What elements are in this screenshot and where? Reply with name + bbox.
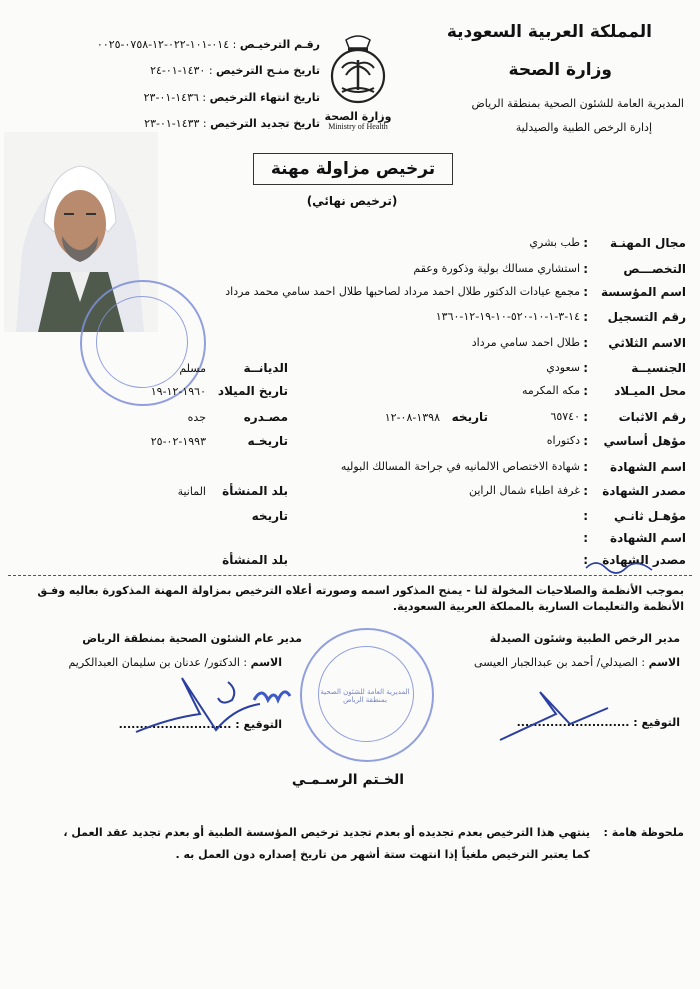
second-qual-label: مؤهـل ثانـي [613,509,686,523]
field-cert-source [6,484,686,502]
cert-source-label: مصدر الشهادة [602,484,686,498]
institution-value: مجمع عيادات الدكتور طلال احمد مرداد لصاحبها طلال احمد سامي محمد مرداد [225,285,580,298]
specialty-label: التخصـــص [623,262,686,276]
registration-label: رقم التسجيل [607,310,686,324]
basic-qual-date-value: ١٩٩٣-٠٢-٢٥ [150,435,206,448]
kingdom-title: المملكة العربية السعودية [446,22,652,42]
statement-line-2: الأنظمة والتعليمات السارية بالمملكة العربية السعودية. [392,600,684,613]
specialty-value: استشاري مسالك بولية وذكورة وعقم [413,262,580,275]
separator: : [583,434,588,448]
license-number-label: رقـم الترخيـص [239,38,320,51]
scribble-icon [584,556,654,576]
statement-line-1: بموجب الأنظمة والصلاحيات المخولة لنا - يمنح المذكور اسمه وصورته أعلاه الترخيص بمزاولة المهنة المذكورة بعاليه وفـق [37,584,684,597]
separator: : [583,310,588,324]
separator: : [583,484,588,498]
nationality-value: سعودي [546,361,580,374]
profession-label: مجال المهنـة [609,236,686,250]
note-line-2: كما يعتبر الترخيص ملغياً إذا انتهت ستة أشهر من تاريخ إصداره دون العمل به . [175,848,590,861]
logo-english: Ministry of Health [328,122,388,131]
field-institution [6,285,686,303]
left-signature-icon [130,668,270,748]
cert-country-value: المانية [177,485,206,498]
license-meta [20,38,320,134]
religion-value: مسلم [179,362,206,375]
palm-swords-icon [318,30,398,108]
id-date-label: تاريخه [451,410,488,424]
separator: : [583,384,588,398]
expiry-date-row: تاريخ انتهاء الترخيص : ١٤٣٦-٠١-٢٣ [143,91,320,104]
renewal-date-label: تاريخ تجديد الترخيص [210,117,320,130]
separator: : [583,531,588,545]
cert-source-value: غرفة اطباء شمال الراين [468,484,580,497]
second-cert-country-label: بلد المنشأة [222,553,288,567]
renewal-date-row: تاريخ تجديد الترخيص : ١٤٣٣-٠١-٢٣ [144,117,320,130]
separator: : [583,460,588,474]
separator: : [583,262,588,276]
full-name-label: الاسم الثلاثي [608,336,686,350]
id-source-label: مصـدره [243,410,288,424]
left-sign-row: التوقيع : ........................... [118,718,282,731]
basic-qual-value: دكتوراه [546,434,580,447]
separator: : [583,285,588,299]
stamp-official [300,628,434,762]
right-signatory-title: مدير الرخص الطبية وشئون الصيدلة [489,632,680,645]
license-number-value: ٠١٤-١٠١-٠٢٢-١٢-٠٧٥٨-٠٠٢٥ [96,38,230,51]
left-sign-label: التوقيع [243,718,282,731]
note-line-1: ينتهي هذا الترخيص بعدم تجديده أو بعدم تجديد ترخيص المؤسسة الطبية أو بعدم تجديد عقد العمل ، [63,826,590,839]
right-signatory-name-row: الاسم : الصيدلي/ أحمد بن عبدالجبار العيسى [474,656,680,669]
directorate-text: المديرية العامة للشئون الصحية بمنطقة الرياض [471,97,684,110]
full-name-value: طلال احمد سامي مرداد [471,336,580,349]
right-signatory-name: الصيدلي/ أحمد بن عبدالجبار العيسى [474,656,638,669]
expiry-date-value: ١٤٣٦-٠١-٢٣ [143,91,199,104]
nationality-label: الجنسيــة [631,361,686,375]
field-id-number [6,410,686,428]
birthplace-value: مكه المكرمه [521,384,580,397]
cert-name-label: اسم الشهادة [609,460,686,474]
field-cert-name [6,460,686,478]
id-date-value: ١٣٩٨-٠٨-١٢ [384,411,440,424]
field-profession [6,236,686,254]
second-cert-source-label: مصدر الشهادة [602,553,686,567]
field-birthplace [6,384,686,402]
field-registration [6,310,686,328]
official-seal-title: الخـتم الرسـمـي [291,772,405,788]
separator: : [583,336,588,350]
id-number-label: رقم الاثبات [618,410,686,424]
cert-name-value: شهادة الاختصاص الالمانيه في جراحة المسالك البوليه [340,460,580,473]
registration-value: ١٤-٣-١-١٠-٥٢٠-١٠-١٩-١٢-١٣٦٠ [435,310,580,323]
logo-arabic: وزارة الصحة [324,110,392,123]
right-name-label: الاسم [648,656,680,669]
second-cert-name-label: اسم الشهادة [609,531,686,545]
field-second-cert-name [6,531,686,549]
birthdate-label: تاريخ الميلاد [217,384,288,398]
stamp-official-text: المديرية العامة للشئون الصحية بمنطقة الرياض [320,688,410,704]
renewal-date-value: ١٤٣٣-٠١-٢٣ [144,117,200,130]
institution-label: اسم المؤسسة [601,285,686,299]
separator: : [583,553,588,567]
separator: : [583,410,588,424]
basic-qual-date-label: تاريخـه [247,434,288,448]
expiry-date-label: تاريخ انتهاء الترخيص [209,91,320,104]
left-signatory-name: الدكتور/ عدنان بن سليمان العبدالكريم [68,656,240,669]
second-qual-date-label: تاريخه [251,509,288,523]
birthplace-label: محل الميـلاد [614,384,686,398]
license-number-row: رقـم الترخيـص : ٠١٤-١٠١-٠٢٢-١٢-٠٧٥٨-٠٠٢٥ [96,38,320,51]
initials-stamp-icon [250,682,294,706]
grant-date-row: تاريخ منـح الترخيص : ١٤٣٠-٠١-٢٤ [150,64,320,77]
separator: : [583,236,588,250]
note-label-row: ملحوظة هامة : [603,826,684,839]
license-title: ترخيص مزاولة مهنة [253,153,453,185]
license-subtitle: (ترخيص نهائي) [306,194,398,208]
grant-date-label: تاريخ منـح الترخيص [216,64,320,77]
right-signature-icon [496,684,616,754]
field-second-qual [6,509,686,527]
profession-value: طب بشري [529,236,580,249]
left-signatory-name-row: الاسم : الدكتور/ عدنان بن سليمان العبدالكريم [68,656,282,669]
separator: : [583,509,588,523]
ministry-title: وزارة الصحة [508,60,612,80]
left-signatory-title: مدير عام الشئون الصحية بمنطقة الرياض [82,632,302,645]
ministry-logo [318,30,398,130]
department-text: إدارة الرخص الطبية والصيدلية [515,121,652,134]
field-basic-qual [6,434,686,452]
field-specialty [6,262,686,280]
field-full-name [6,336,686,354]
basic-qual-label: مؤهل أساسي [603,434,686,448]
grant-date-value: ١٤٣٠-٠١-٢٤ [150,64,206,77]
separator: : [583,361,588,375]
note-label: ملحوظة هامة [611,826,684,839]
birthdate-value: ١٩٦٠-١٢-١٩ [150,385,206,398]
religion-label: الديانــة [243,361,288,375]
id-source-value: جده [187,411,206,424]
cert-country-label: بلد المنشأة [222,484,288,498]
id-number-value: ٦٥٧٤٠ [550,410,580,423]
right-sign-row: التوقيع : ........................... [516,716,680,729]
field-nationality [6,361,686,379]
right-sign-label: التوقيع [641,716,680,729]
left-name-label: الاسم [250,656,282,669]
